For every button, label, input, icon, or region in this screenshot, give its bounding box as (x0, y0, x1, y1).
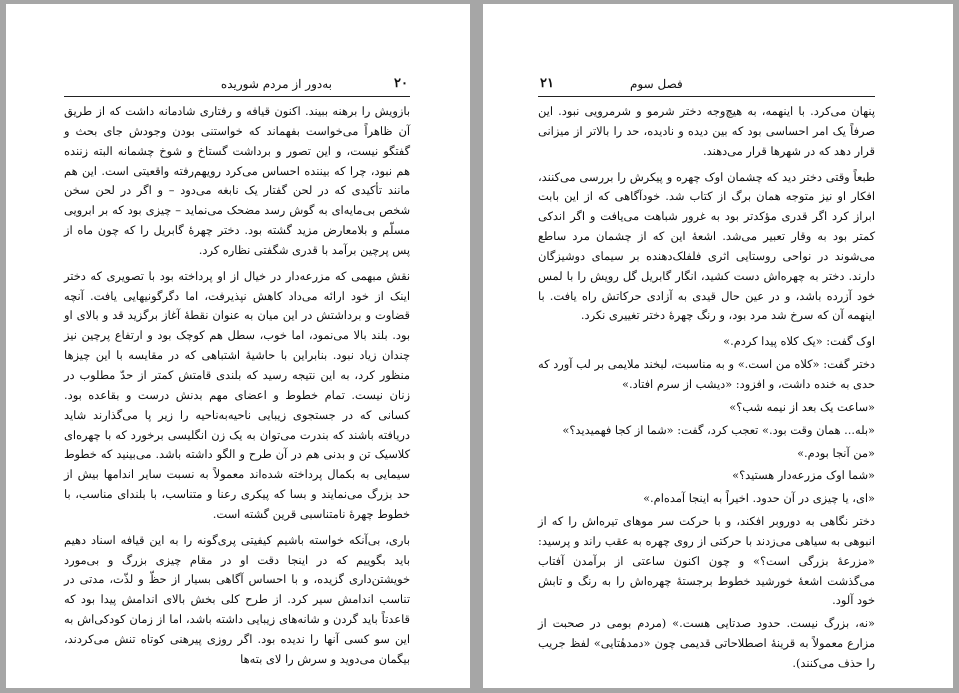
paragraph: باری، بی‌آنکه خواسته باشیم کیفیتی پری‌گونه را به این قیافه اسناد دهیم باید بگوییم که در اینجا دقت او در مقام چیزی بزرگ و بی‌مورد خویشتن‌داری گزیده، و با احساس آگاهی بسیار از حظّ و لذّت، مدتی در تناسب اندامش سیر کرد. از طرح کلی بخش بالای اندامش پیدا بود که قاعدتاً باید گردن و شانه‌های زیبایی داشته باشد، اما از زمان کودکی‌اش به این سو کسی آنها را ندیده بود. اگر روزی پیرهنی کوتاه تنش می‌کردند، بیگمان می‌دوید و سرش را لای بته‌ها (64, 532, 410, 666)
left-page-body (64, 102, 410, 676)
right-running-title: فصل سوم (630, 77, 683, 91)
dialogue-line: دختر گفت: «کلاه من است.» و به مناسبت، لبخند ملایمی بر لب آورد که حدی به خنده داشت، و افزود: «دیشب از سرم افتاد.» (538, 357, 875, 391)
left-page (6, 4, 470, 688)
dialogue-line: اوک گفت: «یک کلاه پیدا کردم.» (723, 334, 875, 349)
paragraph: بازویش را برهنه ببیند. اکنون قیافه و رفتاری شادمانه داشت که از طریق آن ظاهراً می‌خواست بفهماند که خواستنی بودن وجودش جای بحث و گفتگو نیست، و این تصور و برداشت گستاخ و شوخ چشمانه البته زننده هم نبود، چرا که بیننده احساس می‌کرد رو‌یهم‌رفته واقعیتی است. این هم مانند تأکیدی که در لحن گفتار یک نابغه می‌دود – و اگر در لحن سخن شخص بی‌مایه‌ای به گوش رسد مضحک می‌نماید – چیزی بود که بر ابرویی مسلّم و بلامعارض مزید گشته بود. دختر چهرهٔ گابریل را که چون ماه از پس پرچین برآمد با قدری شگفتی نظاره کرد. (64, 104, 410, 257)
dialogue-line: دختر نگاهی به دوروبر افکند، و با حرکت سر موهای تیره‌اش را که از انبوهی به سیاهی می‌زدند با حرکتی از روی چهره به عقب راند و پرسید: «مزرعهٔ بزرگی است؟» و چون اکنون ساعتی از برآمدن آفتاب می‌گذشت اشعهٔ خورشید خطوط برجستهٔ چهره‌اش را به رنگ و تابش خود آلود. (538, 514, 875, 608)
dialogue-line: «ساعت یک بعد از نیمه شب؟» (729, 399, 875, 414)
left-page-number: ۲۰ (394, 76, 408, 91)
dialogue-line: «شما اوک مزرعه‌دار هستید؟» (732, 468, 875, 483)
right-page-body (538, 102, 875, 677)
paragraph: نقش مبهمی که مزرعه‌دار در خیال از او پرداخته بود با تصویری که دختر اینک از خود ارائه می‌داد کاهش نپذیرفت، اما دگرگونیهایی یافت. آنچه قضاوت و برداشتش در این میان به عنوان نقطهٔ آغاز برگزید قد و بالای او بود. بلند بالا می‌نمود، اما خوب، سطل هم کوچک بود و ارتفاع پرچین نیز چندان زیاد نبود. بنابراین با حاشیهٔ اشتباهی که در مقایسه با این چیزها منظور کرد، به این نتیجه رسید که بلندی قامتش کمتر از حدّ مطلوب در زنان نیست. تمام خطوط و اعضای مهم بدنش درست و بقاعده بود. کسانی که در جستجوی زیبایی ناحیه‌به‌ناحیه را زیر پا می‌گذارند شاید دریافته باشند که بندرت می‌توان به یک زن انگلیسی برخورد که با چهره‌ای کلاسیک تن و بدنی هم در آن طرح و الگو داشته باشد. می‌بینید که خطوط سیمایی به بکمال پرداخته شده‌اند معمولاً به نسبت سایر اندامها بیش از حد بزرگ می‌نمایند و بسا که پیکری رعنا و متناسب، با بلندای مناسب، با خطوط چهرهٔ نامتناسبی قرین گشته است. (64, 268, 410, 521)
left-page-header (64, 74, 410, 97)
paragraph: طبعاً وقتی دختر دید که چشمان اوک چهره و پیکرش را بررسی می‌کنند، افکار او نیز متوجه همان برگ از کتاب شد. خودآگاهی که از این بابت ابراز کرد اگر قدری مؤکدتر بود به غرور شباهت می‌یافت و اگر اندکی کمتر بود به وقار تعبیر می‌شد. اشعهٔ این که از چشمان مرد ساطع می‌شوند در نواحی روستایی اثری فلفلک‌دهنده بر سیمای دوشیزگان دارند. دختر به چهره‌اش دست کشید، انگار گابریل گل رویش را با لمس خود آزرده باشد، و در عین حال قیدی به آزادی حرکاتش راه یافت. با اینهمه آن که سرخ شد مرد بود، و رنگ چهرهٔ دختر تغییری نکرد. (538, 169, 875, 323)
dialogue-line: «ای، یا چیزی در آن حدود. اخیراً به اینجا آمده‌ام.» (643, 491, 875, 506)
dialogue-line: «من آنجا بودم.» (797, 445, 875, 460)
right-page (483, 4, 953, 688)
right-page-header (538, 74, 875, 97)
paragraph: پنهان می‌کرد. با اینهمه، به هیچ‌وجه دختر شرمو و شرمرویی نبود. این صرفاً یک امر احساسی بود که بین دیده و نادیده، حد را بالاتر از میزانی قرار دهد که در شهرها قرار می‌دهند. (538, 104, 875, 158)
right-page-number: ۲۱ (540, 76, 554, 91)
dialogue-line: «بله... همان وقت بود.» تعجب کرد، گفت: «شما از کجا فهمیدید؟» (562, 422, 875, 437)
left-running-title: به‌دور از مردم شوریده (220, 77, 332, 91)
dialogue-line: «نه، بزرگ نیست. حدود صدتایی هست.» (مردم بومی در صحبت از مزارع معمولاً به قرینهٔ اصطلاحاتی قدیمی چون «دمدهٔتایی» لفظ جریب را حذف می‌کنند). (538, 616, 875, 670)
